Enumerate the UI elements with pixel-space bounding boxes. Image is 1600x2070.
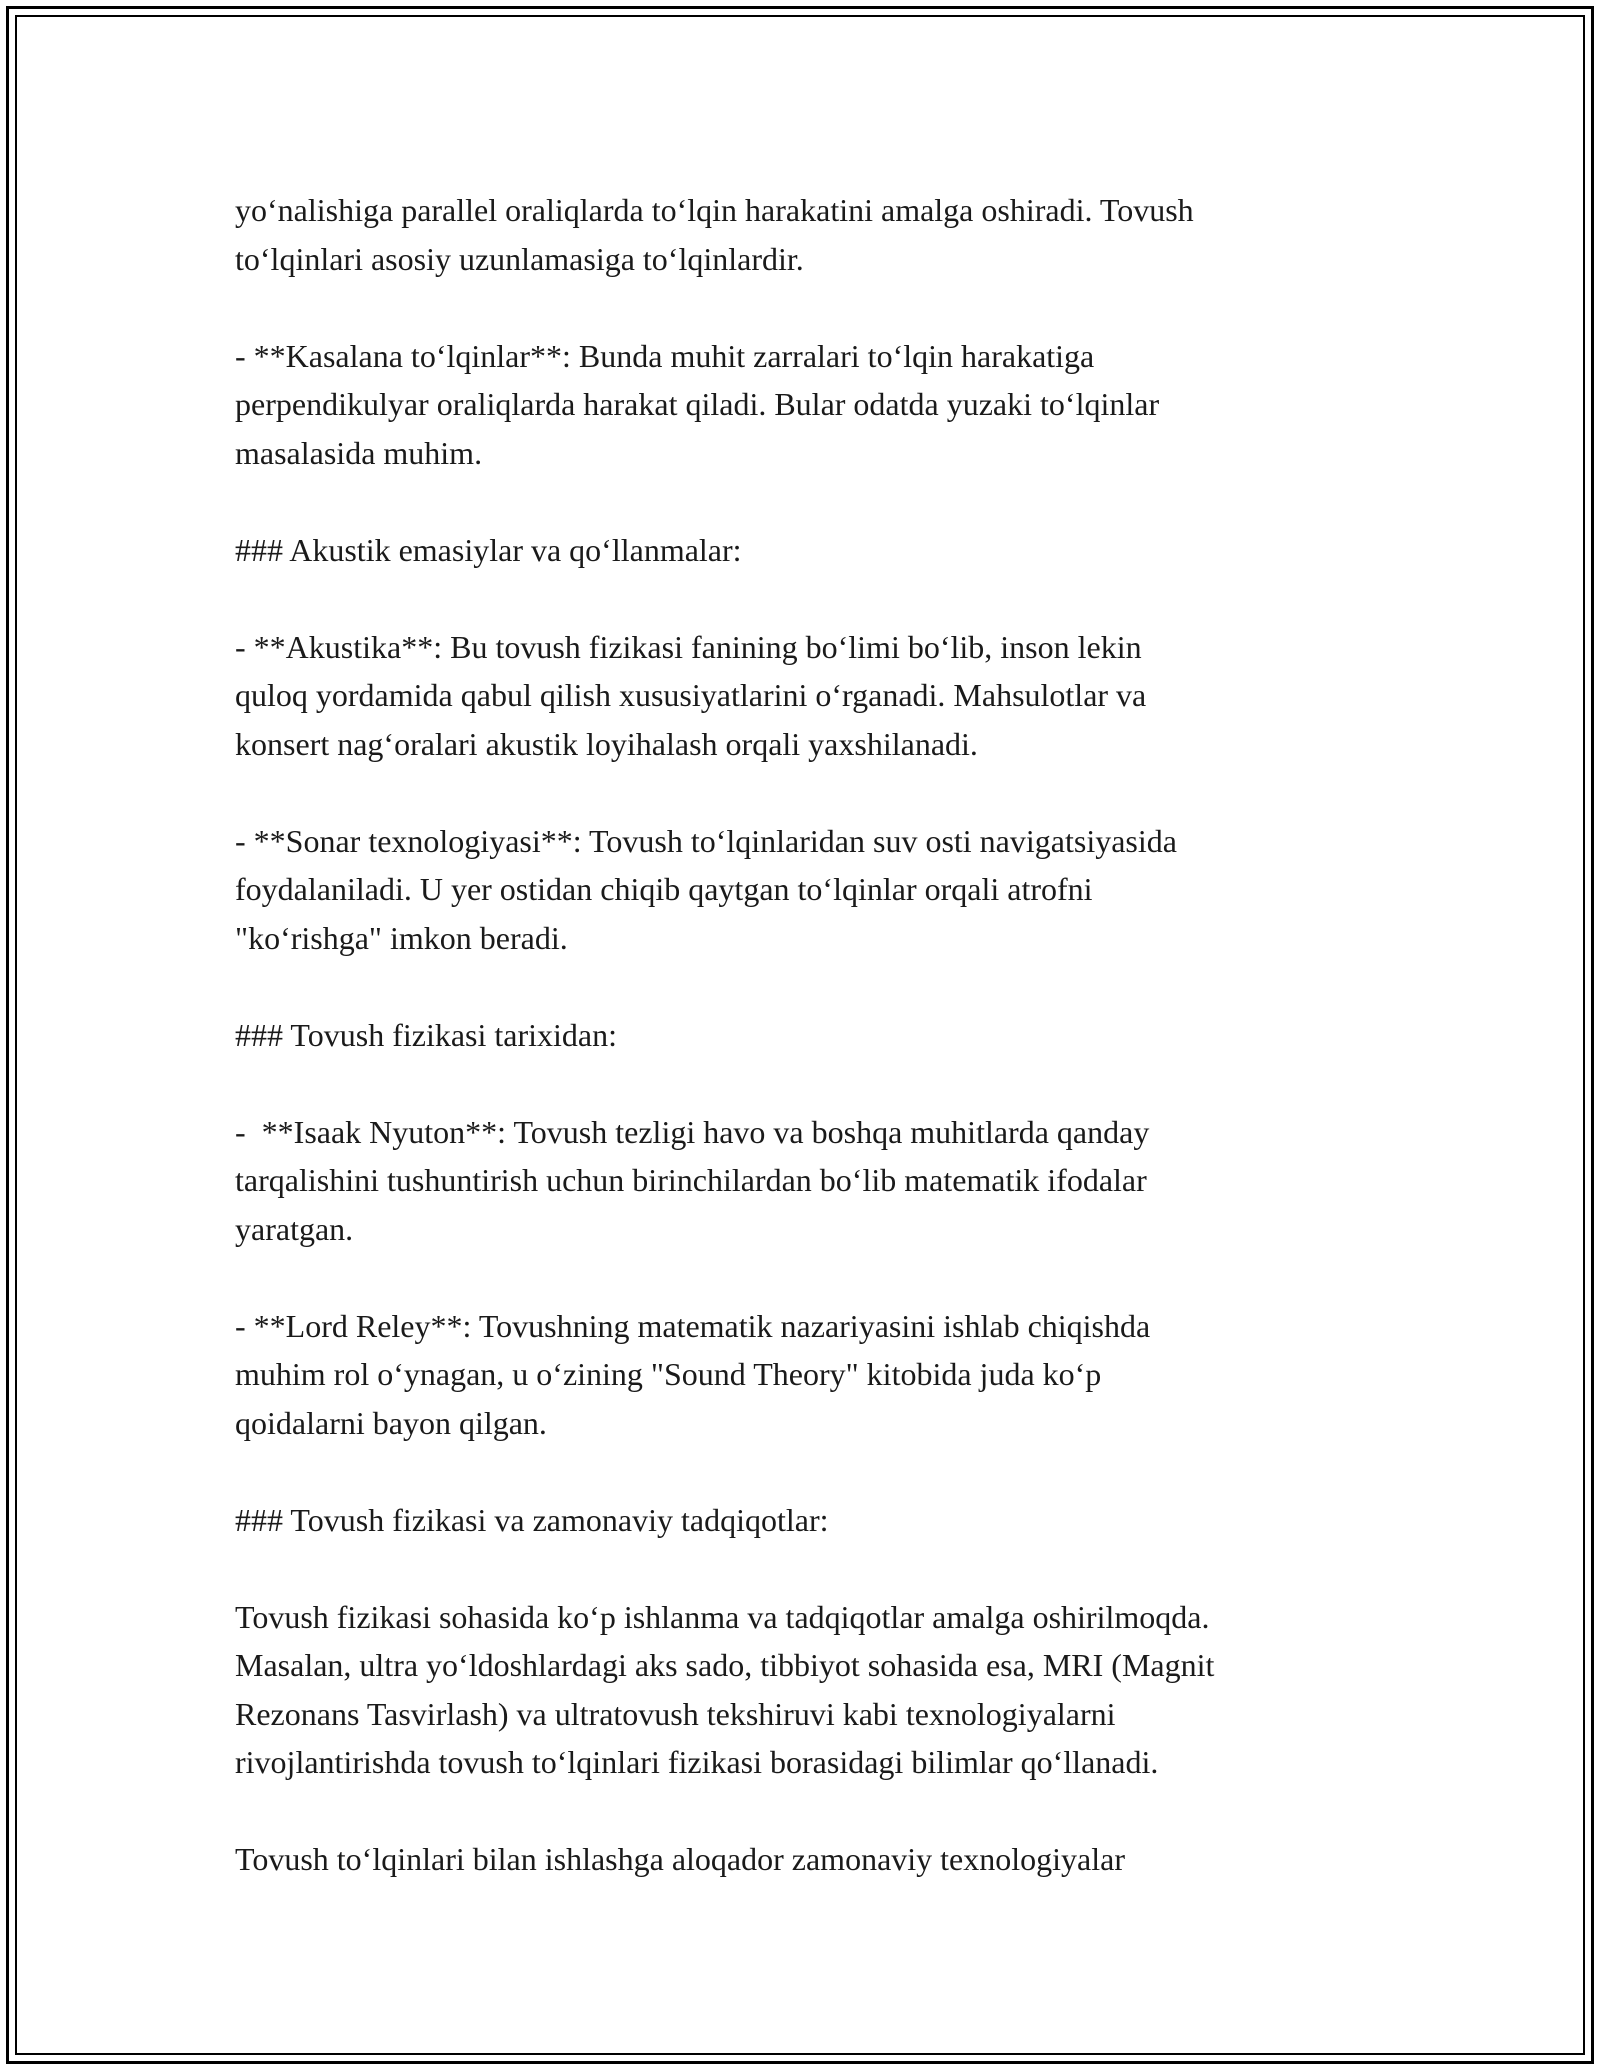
paragraph-modern-technologies: Tovush to‘lqinlari bilan ishlashga aloqador zamonaviy texnologiyalar <box>235 1841 1125 1877</box>
paragraph-newton: - **Isaak Nyuton**: Tovush tezligi havo va boshqa muhitlarda qanday tarqalishini tushuntirish uchun birinchilardan bo‘lib matematik ifodalar yaratgan. <box>235 1113 1150 1247</box>
paragraph-wave-direction: yo‘nalishiga parallel oraliqlarda to‘lqin harakatini amalga oshiradi. Tovush to‘lqinlari asosiy uzunlamasiga to‘lqinlardir. <box>235 192 1194 277</box>
paragraph-transverse-waves: - **Kasalana to‘lqinlar**: Bunda muhit zarralari to‘lqin harakatiga perpendikulyar oraliqlarda harakat qiladi. Bular odatda yuzaki to‘lqinlar masalasida muhim. <box>235 337 1160 471</box>
paragraph-sonar: - **Sonar texnologiyasi**: Tovush to‘lqinlaridan suv osti navigatsiyasida foydalaniladi. U yer ostidan chiqib qaytgan to‘lqinlar orqali atrofni "ko‘rishga" imkon beradi. <box>235 822 1177 956</box>
heading-acoustic-applications: ### Akustik emasiylar va qo‘llanmalar: <box>235 531 742 568</box>
paragraph-acoustics: - **Akustika**: Bu tovush fizikasi fanining bo‘limi bo‘lib, inson lekin quloq yordamida qabul qilish xususiyatlarini o‘rganadi. Mahsulotlar va konsert nag‘oralari akustik loyihalash orqali yaxshilanadi. <box>235 628 1147 762</box>
heading-history: ### Tovush fizikasi tarixidan: <box>235 1016 617 1053</box>
paragraph-modern-research: Tovush fizikasi sohasida ko‘p ishlanma va tadqiqotlar amalga oshirilmoqda. Masalan, ultra yo‘ldoshlardagi aks sado, tibbiyot sohasida esa, MRI (Magnit Rezonans Tasvirlash) va ultratovush tekshiruvi kabi texnologiyalarni rivojlantirishda tovush to‘lqinlari fizikasi borasidagi bilimlar qo‘llanadi. <box>235 1598 1215 1780</box>
heading-modern-research: ### Tovush fizikasi va zamonaviy tadqiqotlar: <box>235 1501 829 1538</box>
document-body <box>235 186 1415 1884</box>
paragraph-rayleigh: - **Lord Reley**: Tovushning matematik nazariyasini ishlab chiqishda muhim rol o‘ynagan, u o‘zining "Sound Theory" kitobida juda ko‘p qoidalarni bayon qilgan. <box>235 1307 1151 1441</box>
